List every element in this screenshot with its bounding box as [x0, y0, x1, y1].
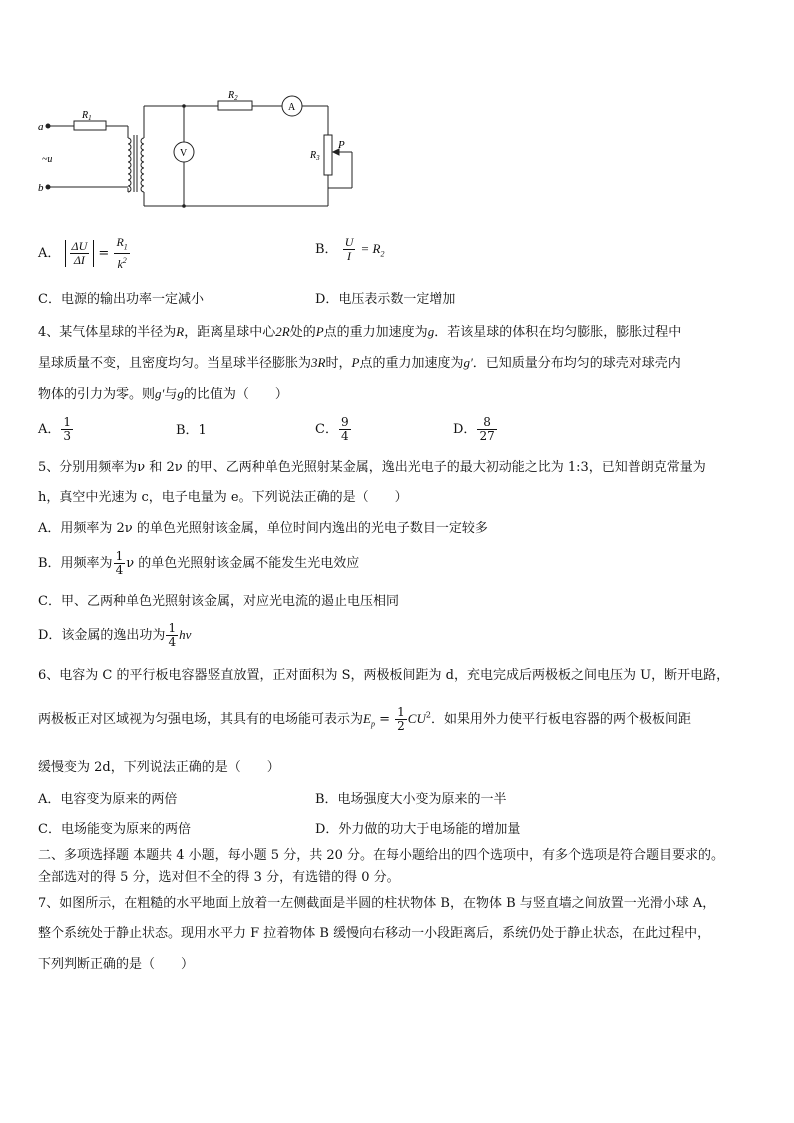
r2-label: $R_2$ [228, 90, 238, 102]
q4-option-a[interactable]: A． $\frac{1}{3}$ [38, 415, 72, 443]
q7-stem-line1: 7、如图所示，在粗糙的水平地面上放着一左侧截面是半圆的柱状物体 B，在物体 B 与竖直墙之间放置一光滑小球 A， [38, 896, 716, 911]
q3-option-b[interactable]: B． $\frac{U}{I}$ = $R_2$ [315, 235, 385, 263]
q4-option-b[interactable]: B．1 [176, 423, 207, 438]
section-2-instructions-line2: 全部选对的得 5 分，选对但不全的得 3 分，有选错的得 0 分。 [38, 870, 400, 885]
q7-stem-line3: 下列判断正确的是（ ） [38, 957, 195, 972]
source-u-label: ~u [42, 154, 53, 165]
r1-label: $R_1$ [82, 110, 92, 122]
q6-stem-line3: 缓慢变为 2d，下列说法正确的是（ ） [38, 760, 280, 775]
q6-option-c[interactable]: C．电场能变为原来的两倍 [38, 822, 191, 837]
q6-stem-line2: 两极板正对区域视为匀强电场，其具有的电场能可表示为$E_p$ = $\frac{1}{2}$ $CU^2$．如果用外力使平行板电容器的两个极板间距 [38, 705, 691, 733]
q4-stem-line2: 星球质量不变，且密度均匀。当星球半径膨胀为3R时，P点的重力加速度为g′．已知质量分布均匀的球壳对球壳内 [38, 355, 681, 371]
q3-option-d[interactable]: D．电压表示数一定增加 [315, 292, 456, 307]
q5-stem-line2: h，真空中光速为 c，电子电量为 e。下列说法正确的是（ ） [38, 490, 408, 505]
ammeter-label: A [288, 102, 296, 113]
q4-option-c[interactable]: C． $\frac{9}{4}$ [315, 415, 349, 443]
q3-option-a[interactable]: A． $\frac{\Delta U}{\Delta I}$ = $\frac{R_1}{k^2}$ [38, 235, 128, 272]
voltmeter-label: V [180, 148, 188, 159]
terminal-a-label: a [38, 121, 44, 133]
q6-option-b[interactable]: B．电场强度大小变为原来的一半 [315, 792, 507, 807]
q6-option-a[interactable]: A．电容变为原来的两倍 [38, 792, 178, 807]
q3-option-c[interactable]: C．电源的输出功率一定减小 [38, 292, 204, 307]
q6-stem-line1: 6、电容为 C 的平行板电容器竖直放置，正对面积为 S，两极板间距为 d，充电完成后两极板之间电压为 U，断开电路， [38, 668, 730, 683]
slider-p-label: P [338, 139, 345, 151]
q7-stem-line2: 整个系统处于静止状态。现用水平力 F 拉着物体 B 缓慢向右移动一小段距离后，系统仍处于静止状态，在此过程中， [38, 926, 711, 941]
q6-option-d[interactable]: D．外力做的功大于电场能的增加量 [315, 822, 521, 837]
q5-option-b[interactable]: B．用频率为 $\frac{1}{4}$ ν 的单色光照射该金属不能发生光电效应 [38, 549, 360, 577]
q5-stem-line1: 5、分别用频率为ν 和 2ν 的甲、乙两种单色光照射某金属，逸出光电子的最大初动能之比为 1:3，已知普朗克常量为 [38, 460, 706, 475]
q4-stem-line1: 4、某气体星球的半径为R，距离星球中心2R处的P点的重力加速度为g．若该星球的体积在均匀膨胀，膨胀过程中 [38, 324, 682, 340]
r3-label: $R_3$ [310, 150, 320, 162]
q5-option-c[interactable]: C．甲、乙两种单色光照射该金属，对应光电流的遏止电压相同 [38, 594, 399, 609]
circuit-diagram [30, 80, 370, 210]
section-2-instructions-line1: 二、多项选择题 本题共 4 小题，每小题 5 分，共 20 分。在每小题给出的四个选项中，有多个选项是符合题目要求的。 [38, 848, 725, 863]
q5-option-d[interactable]: D．该金属的逸出功为 $\frac{1}{4}$ hν [38, 621, 192, 649]
terminal-b-label: b [38, 182, 44, 194]
q4-stem-line3: 物体的引力为零。则g′与g的比值为（ ） [38, 386, 288, 402]
q4-option-d[interactable]: D． $\frac{8}{27}$ [453, 415, 495, 443]
q5-option-a[interactable]: A．用频率为 2ν 的单色光照射该金属，单位时间内逸出的光电子数目一定较多 [38, 521, 488, 536]
